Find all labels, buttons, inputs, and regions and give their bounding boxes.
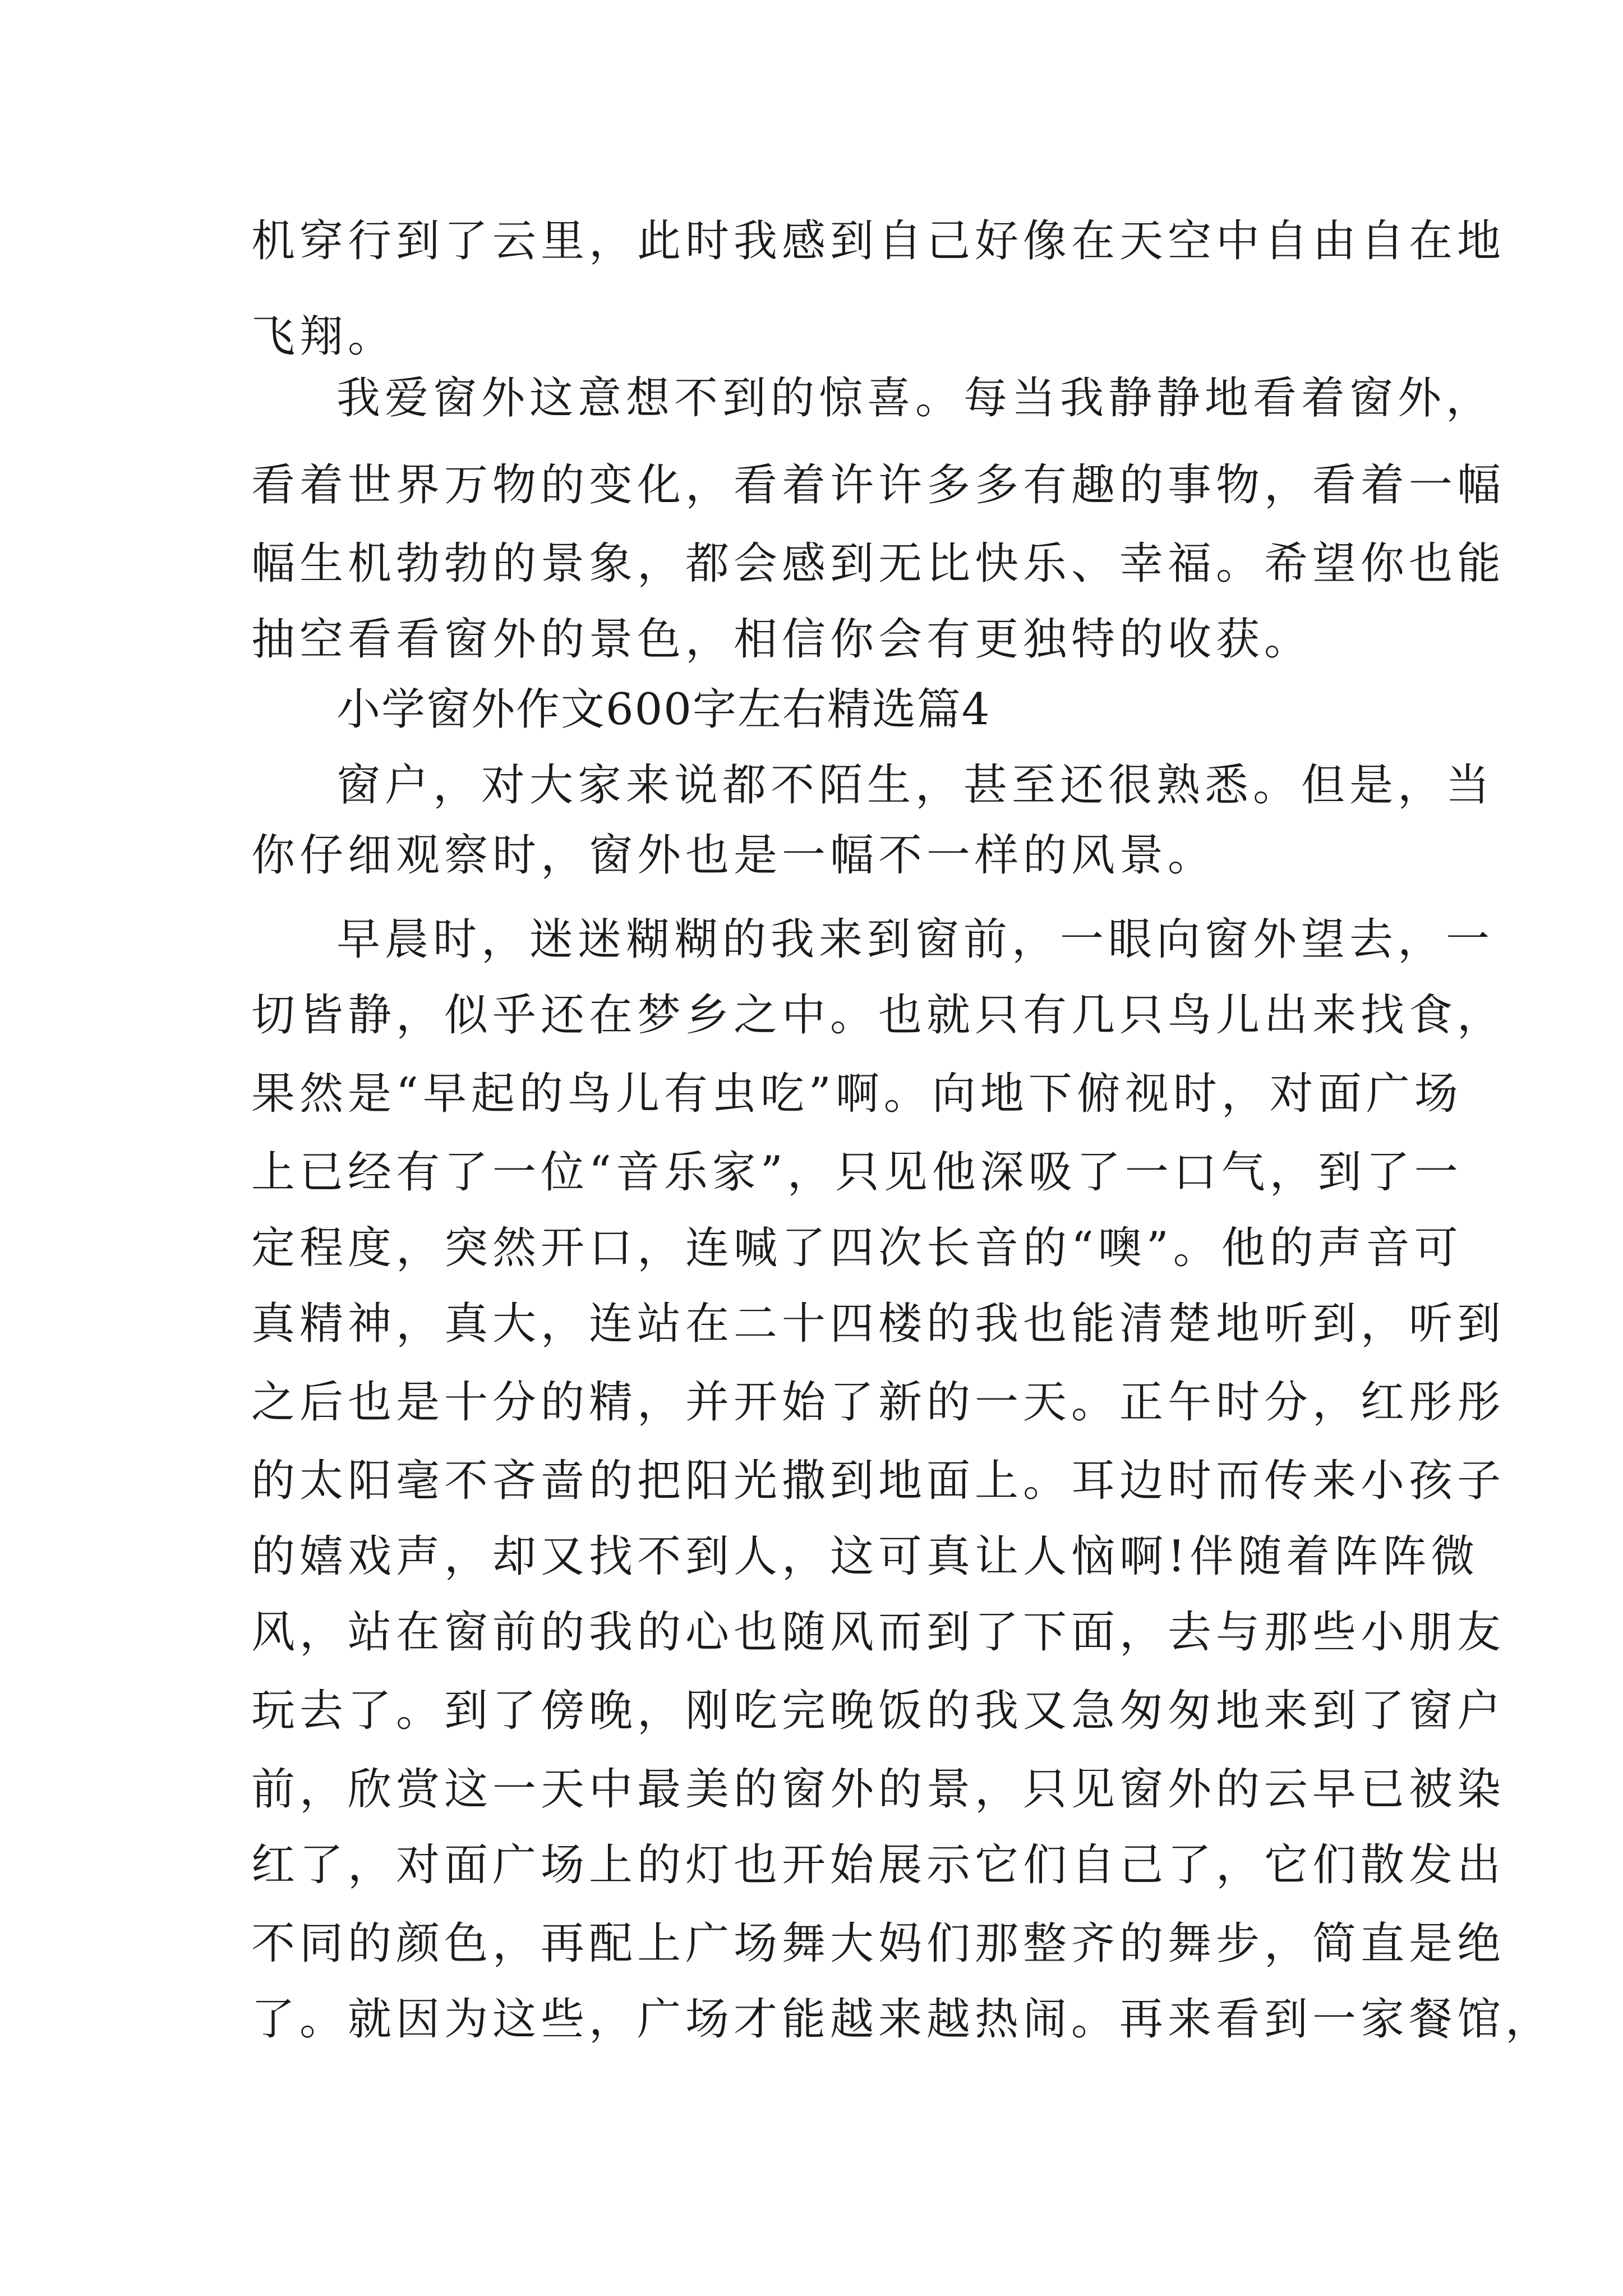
- text-line: 机穿行到了云里，此时我感到自己好像在天空中自由自在地: [251, 216, 1506, 266]
- text-line: 玩去了。到了傍晚，刚吃完晚饭的我又急匆匆地来到了窗户: [251, 1686, 1506, 1736]
- text-line: 真精神，真大，连站在二十四楼的我也能清楚地听到，听到: [251, 1299, 1506, 1349]
- text-line: 上已经有了一位“音乐家”，只见他深吸了一口气，到了一: [251, 1147, 1463, 1198]
- paragraph-start: 早晨时，迷迷糊糊的我来到窗前，一眼向窗外望去，一: [336, 914, 1495, 965]
- text-line: 你仔细观察时，窗外也是一幅不一样的风景。: [251, 830, 1216, 881]
- text-line: 切皆静，似乎还在梦乡之中。也就只有几只鸟儿出来找食，: [251, 990, 1506, 1041]
- text-line: 果然是“早起的鸟儿有虫吃”啊。向地下俯视时，对面广场: [251, 1069, 1463, 1119]
- text-line: 抽空看看窗外的景色，相信你会有更独特的收获。: [251, 614, 1313, 665]
- text-line: 不同的颜色，再配上广场舞大妈们那整齐的舞步，简直是绝: [251, 1918, 1506, 1969]
- paragraph-start: 我爱窗外这意想不到的惊喜。每当我静静地看着窗外，: [336, 373, 1495, 424]
- text-line: 看着世界万物的变化，看着许许多多有趣的事物，看着一幅: [251, 460, 1506, 510]
- text-line: 红了，对面广场上的灯也开始展示它们自己了，它们散发出: [251, 1840, 1506, 1890]
- text-line: 之后也是十分的精，并开始了新的一天。正午时分，红彤彤: [251, 1377, 1506, 1428]
- text-line: 飞翔。: [251, 311, 396, 362]
- section-heading: 小学窗外作文600字左右精选篇4: [336, 684, 991, 735]
- text-line: 风，站在窗前的我的心也随风而到了下面，去与那些小朋友: [251, 1607, 1506, 1658]
- text-line: 幅生机勃勃的景象，都会感到无比快乐、幸福。希望你也能: [251, 539, 1506, 589]
- paragraph-start: 窗户，对大家来说都不陌生，甚至还很熟悉。但是，当: [336, 760, 1495, 811]
- text-line: 的嬉戏声，却又找不到人，这可真让人恼啊!伴随着阵阵微: [251, 1531, 1479, 1582]
- text-line: 的太阳毫不吝啬的把阳光撒到地面上。耳边时而传来小孩子: [251, 1456, 1506, 1506]
- text-line: 前，欣赏这一天中最美的窗外的景，只见窗外的云早已被染: [251, 1764, 1506, 1815]
- text-line: 定程度，突然开口，连喊了四次长音的“噢”。他的声音可: [251, 1223, 1463, 1273]
- text-line: 了。就因为这些，广场才能越来越热闹。再来看到一家餐馆，: [251, 1994, 1554, 2045]
